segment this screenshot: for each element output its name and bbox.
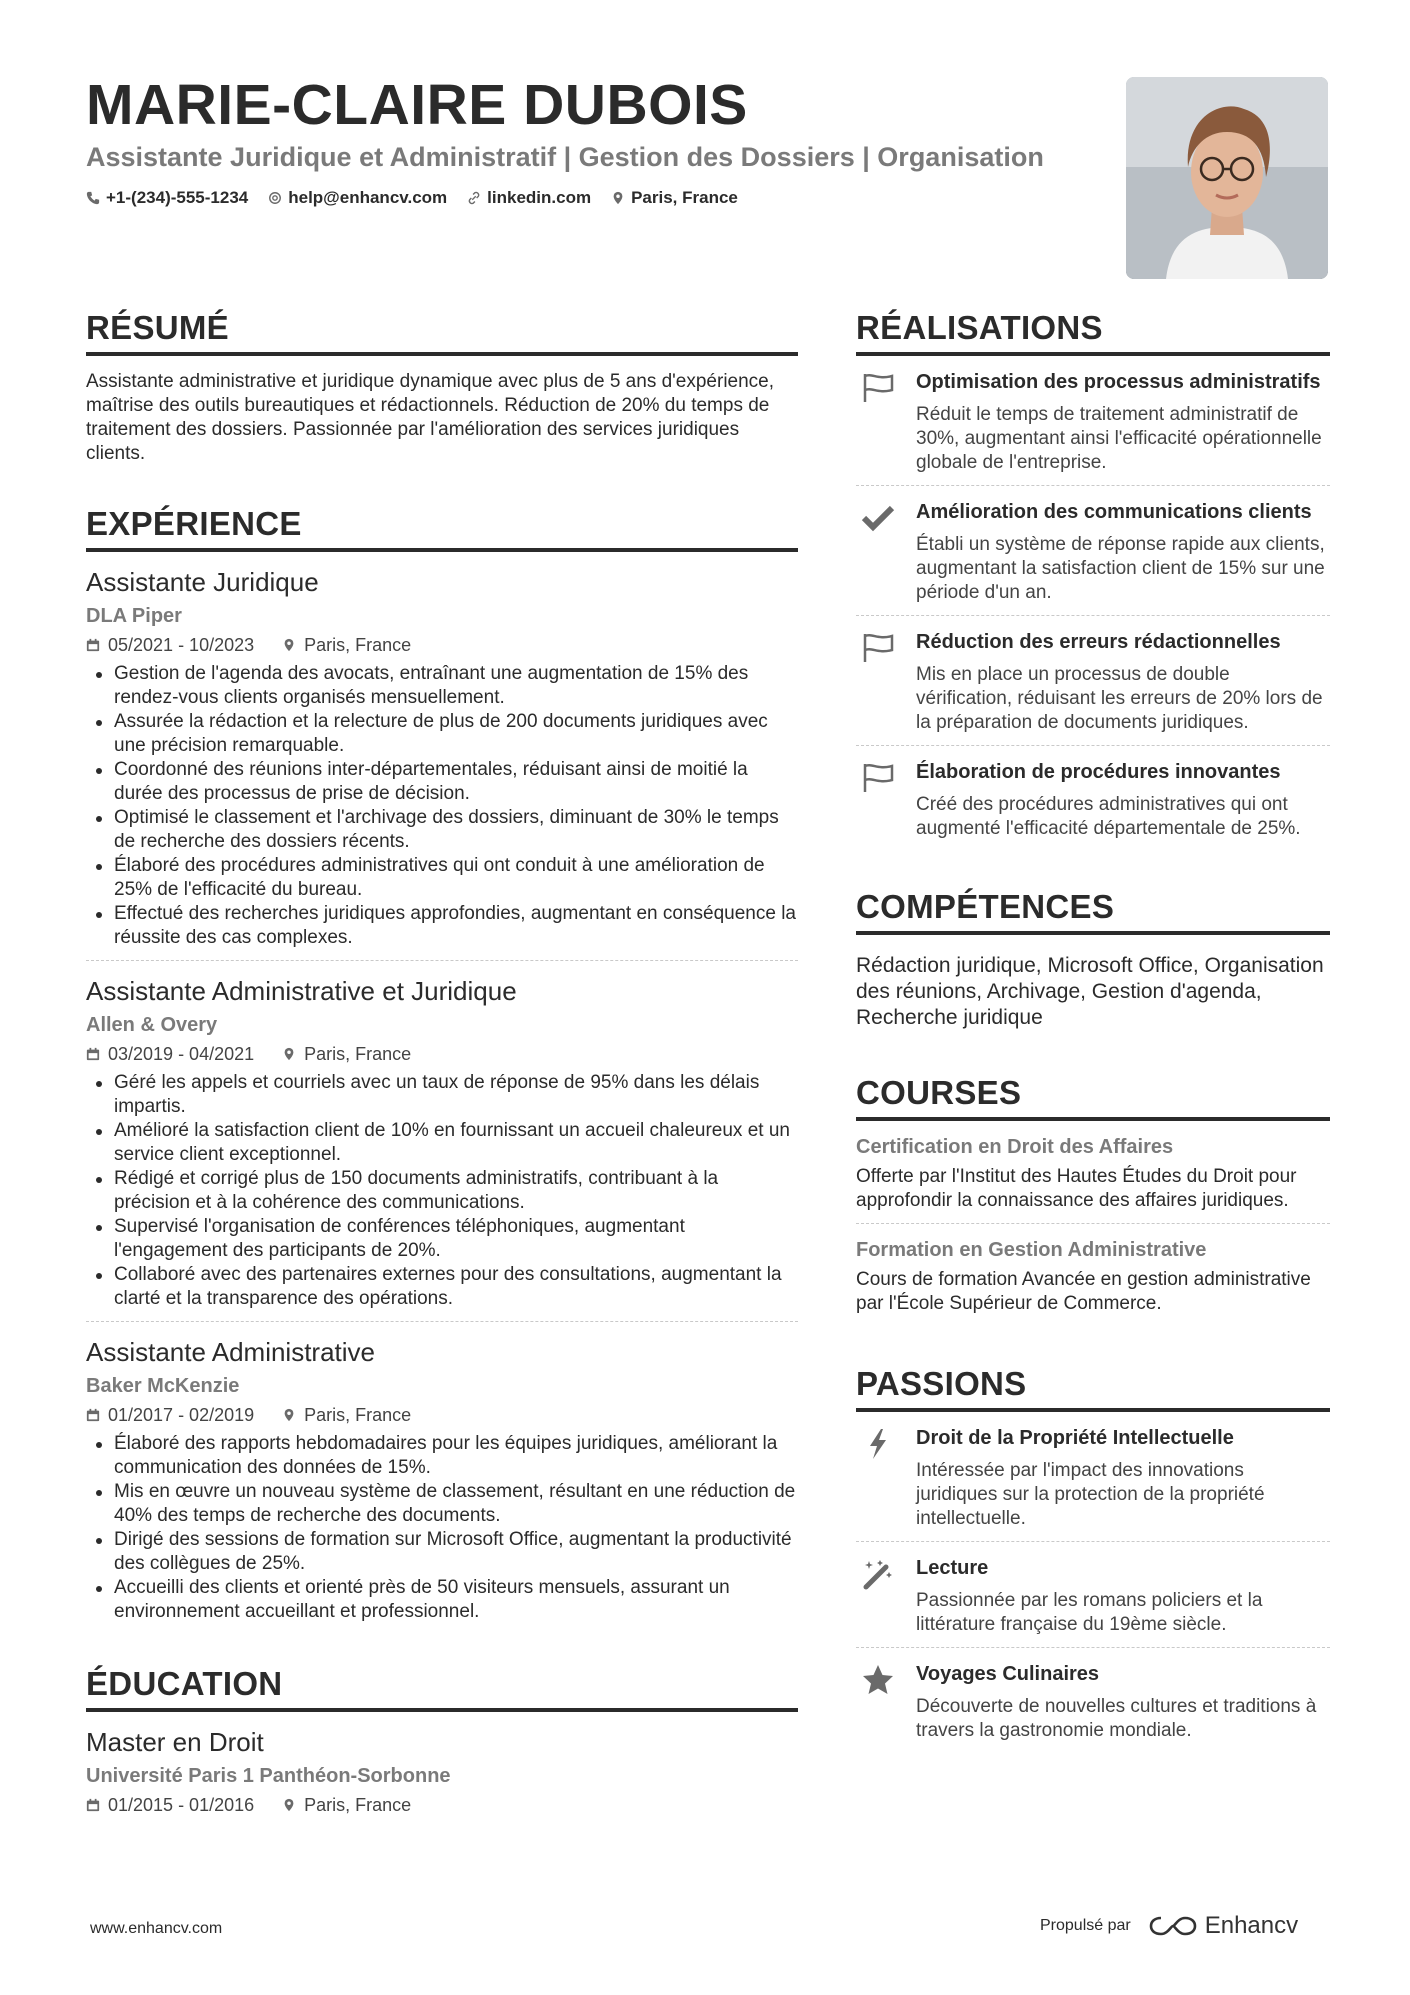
courses-heading: COURSES (856, 1073, 1330, 1121)
enhancv-logo[interactable] (1149, 1912, 1298, 1940)
powered-by-text: Propulsé par (1040, 1917, 1131, 1934)
enhancv-logo-text: Enhancv (1204, 1912, 1299, 1939)
location-pin-icon (282, 638, 296, 652)
job-title: Assistante Administrative (86, 1337, 376, 1367)
job-location-text: Paris, France (304, 1405, 412, 1425)
left-column (86, 308, 798, 1826)
location-pin-icon (282, 1798, 296, 1812)
job-entry (86, 961, 798, 1322)
flag-icon (860, 632, 896, 664)
passion-desc: Découverte de nouvelles cultures et traditions à travers la gastronomie mondiale. (916, 1696, 1317, 1741)
education-school: Université Paris 1 Panthéon-Sorbonne (86, 1765, 451, 1787)
passion-title: Lecture (916, 1557, 989, 1579)
passions-heading: PASSIONS (856, 1364, 1330, 1412)
achievements-heading: RÉALISATIONS (856, 308, 1330, 356)
link-icon (467, 191, 481, 205)
job-bullet: Assurée la rédaction et la relecture de plus de 200 documents juridiques avec une précision remarquable. (86, 710, 798, 758)
education-degree: Master en Droit (86, 1727, 264, 1757)
course-desc: Offerte par l'Institut des Hautes Études du Droit pour approfondir la connaissance des affaires juridiques. (856, 1166, 1297, 1211)
linkedin-text: linkedin.com (487, 188, 592, 207)
enhancv-logo-icon (1149, 1913, 1197, 1939)
achievement-title: Optimisation des processus administratifs (916, 371, 1321, 393)
achievement-item (856, 616, 1330, 746)
job-company: Allen & Overy (86, 1014, 218, 1036)
job-dates (86, 1404, 254, 1426)
skills-text: Rédaction juridique, Microsoft Office, Organisation des réunions, Archivage, Gestion d'agenda, Recherche juridique (856, 954, 1324, 1029)
achievement-item (856, 486, 1330, 616)
passions-section (856, 1364, 1330, 1753)
achievement-item (856, 356, 1330, 486)
passion-title: Droit de la Propriété Intellectuelle (916, 1427, 1234, 1449)
job-title: Assistante Administrative et Juridique (86, 976, 517, 1006)
calendar-icon (86, 1798, 100, 1812)
job-dates (86, 1043, 254, 1065)
job-bullet: Effectué des recherches juridiques approfondies, augmentant en conséquence la réussite des cas complexes. (86, 902, 798, 950)
achievements-section (856, 308, 1330, 851)
summary-text: Assistante administrative et juridique dynamique avec plus de 5 ans d'expérience, maîtrise des outils bureautiques et rédactionnels. Réduction de 20% du temps de traitement des dossiers. Passionnée par l'amélioration des services juridiques clients. (86, 371, 775, 464)
job-location-text: Paris, France (304, 635, 412, 655)
job-meta (86, 634, 798, 656)
email-text: help@enhancv.com (288, 188, 448, 207)
job-location-text: Paris, France (304, 1044, 412, 1064)
job-bullets (86, 1071, 798, 1311)
phone-icon (86, 191, 100, 205)
achievement-desc: Mis en place un processus de double vérification, réduisant les erreurs de 20% lors de la préparation de documents juridiques. (916, 664, 1323, 733)
job-bullet: Mis en œuvre un nouveau système de classement, résultant en une réduction de 40% des temps de recherche des documents. (86, 1480, 798, 1528)
location-text: Paris, France (631, 188, 738, 207)
education-location (282, 1794, 411, 1816)
job-dates-text: 01/2017 - 02/2019 (108, 1405, 255, 1425)
summary-heading: RÉSUMÉ (86, 308, 798, 356)
education-heading: ÉDUCATION (86, 1664, 798, 1712)
skills-heading: COMPÉTENCES (856, 887, 1330, 935)
education-dates (86, 1794, 254, 1816)
location-pin-icon (282, 1408, 296, 1422)
job-bullet: Optimisé le classement et l'archivage des dossiers, diminuant de 30% le temps de recherche des dossiers récents. (86, 806, 798, 854)
passion-item (856, 1648, 1330, 1753)
contact-linkedin[interactable] (467, 188, 591, 208)
job-location (282, 1043, 411, 1065)
portrait-illustration (1126, 77, 1328, 279)
star-icon (860, 1664, 896, 1696)
location-pin-icon (282, 1047, 296, 1061)
achievement-title: Réduction des erreurs rédactionnelles (916, 631, 1281, 653)
job-company: Baker McKenzie (86, 1375, 240, 1397)
passion-item (856, 1412, 1330, 1542)
education-dates-text: 01/2015 - 01/2016 (108, 1795, 255, 1815)
job-bullet: Géré les appels et courriels avec un taux de réponse de 95% dans les délais impartis. (86, 1071, 798, 1119)
calendar-icon (86, 1047, 100, 1061)
course-title: Certification en Droit des Affaires (856, 1136, 1174, 1158)
passion-title: Voyages Culinaires (916, 1663, 1100, 1685)
contact-bar (86, 188, 1116, 208)
courses-section (856, 1073, 1330, 1326)
job-meta (86, 1043, 798, 1065)
achievement-title: Amélioration des communications clients (916, 501, 1312, 523)
job-bullet: Élaboré des rapports hebdomadaires pour les équipes juridiques, améliorant la communication des données de 15%. (86, 1432, 798, 1480)
job-bullet: Rédigé et corrigé plus de 150 documents administratifs, contribuant à la précision et à la cohérence des communications. (86, 1167, 798, 1215)
job-title: Assistante Juridique (86, 567, 319, 597)
passion-item (856, 1542, 1330, 1648)
achievement-desc: Créé des procédures administratives qui ont augmenté l'efficacité départementale de 25%. (916, 794, 1301, 839)
flag-icon (860, 762, 896, 794)
job-bullet: Dirigé des sessions de formation sur Microsoft Office, augmentant la productivité des collègues de 25%. (86, 1528, 798, 1576)
contact-location (611, 188, 738, 208)
contact-phone (86, 188, 248, 208)
contact-email[interactable] (268, 188, 447, 208)
job-dates-text: 03/2019 - 04/2021 (108, 1044, 255, 1064)
profile-photo (1126, 77, 1328, 279)
right-column (856, 308, 1330, 1753)
job-bullet: Coordonné des réunions inter-départementales, réduisant ainsi de moitié la durée des processus de prise de décision. (86, 758, 798, 806)
achievement-item (856, 746, 1330, 851)
education-meta (86, 1794, 798, 1816)
summary-section (86, 308, 798, 466)
skills-section (856, 887, 1330, 1031)
flag-icon (860, 372, 896, 404)
magic-wand-icon (860, 1558, 896, 1590)
phone-text: +1-(234)-555-1234 (106, 188, 249, 207)
calendar-icon (86, 1408, 100, 1422)
passion-desc: Passionnée par les romans policiers et la littérature française du 19ème siècle. (916, 1590, 1263, 1635)
location-pin-icon (611, 191, 625, 205)
experience-heading: EXPÉRIENCE (86, 504, 798, 552)
job-dates (86, 634, 254, 656)
achievement-title: Élaboration de procédures innovantes (916, 761, 1281, 783)
course-title: Formation en Gestion Administrative (856, 1239, 1207, 1261)
job-bullet: Accueilli des clients et orienté près de 50 visiteurs mensuels, assurant un environnement accueillant et professionnel. (86, 1576, 798, 1624)
lightning-icon (860, 1428, 896, 1460)
job-bullet: Amélioré la satisfaction client de 10% en fournissant un accueil chaleureux et un service client exceptionnel. (86, 1119, 798, 1167)
job-bullet: Collaboré avec des partenaires externes pour des consultations, augmentant la clarté et la transparence des opérations. (86, 1263, 798, 1311)
job-dates-text: 05/2021 - 10/2023 (108, 635, 255, 655)
experience-section (86, 504, 798, 1634)
achievement-desc: Réduit le temps de traitement administratif de 30%, augmentant ainsi l'efficacité opérationnelle globale de l'entreprise. (916, 404, 1322, 473)
calendar-icon (86, 638, 100, 652)
passion-desc: Intéressée par l'impact des innovations juridiques sur la protection de la propriété intellectuelle. (916, 1460, 1265, 1529)
candidate-name: MARIE-CLAIRE DUBOIS (86, 73, 748, 137)
job-meta (86, 1404, 798, 1426)
job-entry (86, 552, 798, 961)
job-location (282, 1404, 411, 1426)
job-bullet: Élaboré des procédures administratives qui ont conduit à une amélioration de 25% de l'efficacité du bureau. (86, 854, 798, 902)
job-bullets (86, 1432, 798, 1624)
header (86, 72, 1116, 208)
check-icon (860, 502, 896, 534)
achievement-desc: Établi un système de réponse rapide aux clients, augmentant la satisfaction client de 15% sur une période d'un an. (916, 534, 1325, 603)
job-entry (86, 1322, 798, 1634)
job-location (282, 634, 411, 656)
course-item (856, 1121, 1330, 1224)
at-icon (268, 191, 282, 205)
candidate-subtitle: Assistante Juridique et Administratif | Gestion des Dossiers | Organisation (86, 142, 1044, 172)
education-section (86, 1664, 798, 1826)
course-item (856, 1224, 1330, 1326)
job-bullet: Gestion de l'agenda des avocats, entraînant une augmentation de 15% des rendez-vous clients organisés mensuellement. (86, 662, 798, 710)
job-bullet: Supervisé l'organisation de conférences téléphoniques, augmentant l'engagement des participants de 20%. (86, 1215, 798, 1263)
education-entry (86, 1712, 798, 1826)
job-company: DLA Piper (86, 605, 182, 627)
footer-website[interactable]: www.enhancv.com (90, 1920, 223, 1937)
education-location-text: Paris, France (304, 1795, 412, 1815)
job-bullets (86, 662, 798, 950)
course-desc: Cours de formation Avancée en gestion administrative par l'École Supérieur de Commerce. (856, 1269, 1311, 1314)
footer-branding (1040, 1912, 1298, 1940)
